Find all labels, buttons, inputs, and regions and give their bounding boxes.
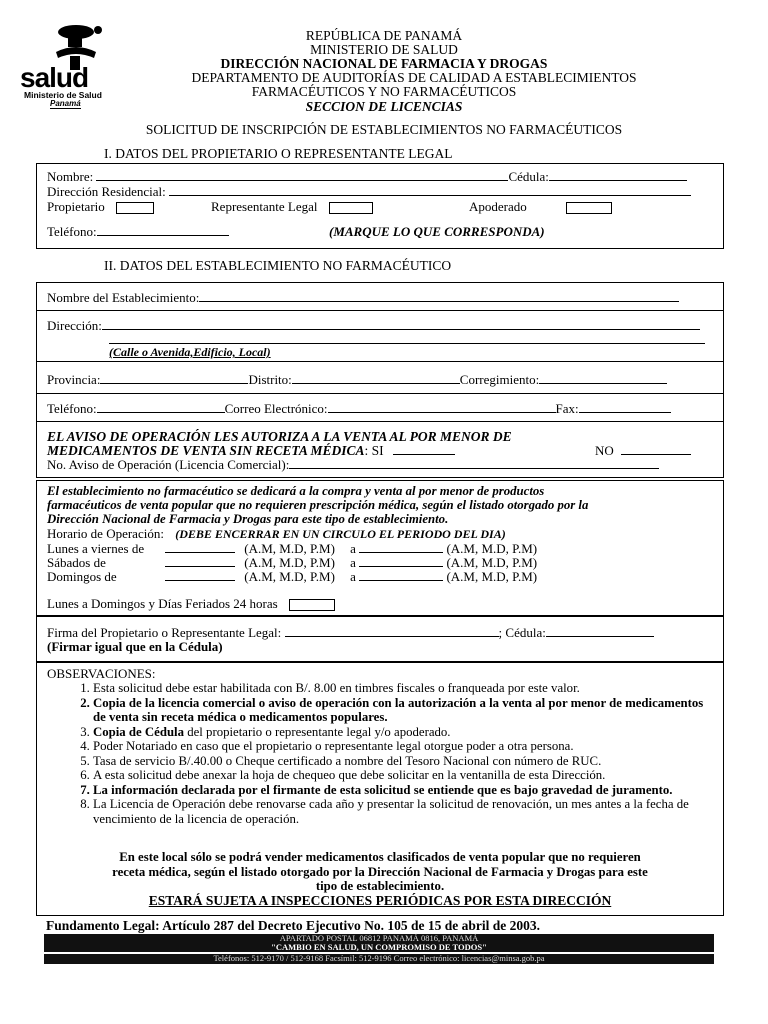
aviso-line2: MEDICAMENTOS DE VENTA SIN RECETA MÉDICA: [47, 443, 365, 458]
section1-box: [36, 163, 724, 249]
obs-item-3-rest: del propietario o representante legal y/o apoderado.: [184, 724, 451, 739]
logo-word: salud: [20, 62, 89, 93]
obs-item-3-bold: Copia de Cédula: [93, 724, 185, 739]
logo-line1: Ministerio de Salud: [24, 90, 102, 100]
propietario-label: Propietario: [47, 199, 105, 214]
apoderado-checkbox[interactable]: [566, 202, 612, 214]
firma-field[interactable]: [285, 636, 499, 637]
lunes-to-period[interactable]: (A.M, M.D, P.M): [446, 541, 538, 556]
domingos-from-period[interactable]: (A.M, M.D, P.M): [244, 569, 335, 584]
firma-cedula-field[interactable]: [546, 636, 654, 637]
telefono-label: Teléfono:: [47, 224, 97, 239]
obs-item-7: 7. La información declarada por el firmante de esta solicitud se entiende que es bajo gravedad de juramento.: [93, 783, 707, 798]
telefono-est-field[interactable]: [97, 412, 225, 413]
dedica-p1: El establecimiento no farmacéutico se dedicará a la compra y venta al por menor de productos: [47, 484, 545, 498]
fax-field[interactable]: [579, 412, 671, 413]
no-field[interactable]: [621, 454, 691, 455]
sabados-label: Sábados de: [47, 555, 106, 570]
notice-line2: receta médica, según el listado otorgado por la Dirección Nacional de Farmacia y Drogas para este: [112, 864, 648, 879]
direccion-label: Dirección:: [47, 318, 102, 333]
sabados-to-period[interactable]: (A.M, M.D, P.M): [446, 555, 538, 570]
inspections-notice: ESTARÁ SUJETA A INSPECCIONES PERIÓDICAS POR ESTA DIRECCIÓN: [148, 893, 612, 908]
footer-address: APARTADO POSTAL 06812 PANAMÁ 0816, PANAMÁ: [44, 934, 714, 943]
obs-item-6: 6. A esta solicitud debe anexar la hoja de chequeo que debe solicitar en la ventanilla de esta Dirección.: [93, 768, 707, 783]
distrito-field[interactable]: [292, 383, 460, 384]
fax-label: Fax:: [555, 401, 579, 416]
feriados-label: Lunes a Domingos y Días Feriados 24 horas: [47, 596, 278, 611]
correo-label: Correo Electrónico:: [224, 401, 328, 416]
aviso-line1: EL AVISO DE OPERACIÓN LES AUTORIZA A LA VENTA AL POR MENOR DE: [47, 429, 512, 444]
section2-box: [36, 282, 724, 478]
notice-line3: tipo de establecimiento.: [315, 879, 445, 893]
direccion-residencial-field[interactable]: [169, 195, 691, 196]
distrito-label: Distrito:: [248, 372, 292, 387]
obs-item-3: [93, 725, 707, 740]
nombre-establecimiento-field[interactable]: [199, 301, 679, 302]
header-direction: DIRECCIÓN NACIONAL DE FARMACIA Y DROGAS: [220, 56, 548, 71]
calle-hint: (Calle o Avenida,Edificio, Local): [109, 345, 271, 359]
signature-box: [36, 616, 724, 662]
telefono-est-label: Teléfono:: [47, 401, 97, 416]
corregimiento-field[interactable]: [539, 383, 667, 384]
no-aviso-label: No. Aviso de Operación (Licencia Comercial):: [47, 457, 290, 472]
sabados-from-period[interactable]: (A.M, M.D, P.M): [244, 555, 335, 570]
firmar-note: (Firmar igual que en la Cédula): [47, 639, 223, 654]
no-label: NO: [595, 443, 614, 458]
lunes-label: Lunes a viernes de: [47, 541, 145, 556]
domingos-from-field[interactable]: [165, 580, 235, 581]
section2-title: II. DATOS DEL ESTABLECIMIENTO NO FARMACÉUTICO: [104, 258, 452, 273]
logo-line2: Panamá: [50, 99, 81, 108]
obs-item-1: 1. Esta solicitud debe estar habilitada con B/. 8.00 en timbres fiscales o franqueada por este valor.: [93, 681, 707, 696]
dedica-p3: Dirección Nacional de Farmacia y Drogas para este tipo de establecimiento.: [47, 512, 449, 526]
section3-box: [36, 480, 724, 616]
firma-label: Firma del Propietario o Representante Legal:: [47, 625, 282, 640]
footer-slogan: "CAMBIO EN SALUD, UN COMPROMISO DE TODOS": [44, 943, 714, 952]
schedule-sunday: [47, 569, 537, 585]
corregimiento-label: Corregimiento:: [459, 372, 540, 387]
nombre-establecimiento-label: Nombre del Establecimiento:: [47, 290, 200, 305]
header-section: SECCION DE LICENCIAS: [305, 99, 463, 114]
lunes-to-field[interactable]: [359, 552, 443, 553]
obs-item-5: 5. Tasa de servicio B/.40.00 o Cheque certificado a nombre del Tesoro Nacional con número de RUC.: [93, 754, 707, 769]
representante-label: Representante Legal: [211, 199, 318, 214]
form-title: SOLICITUD DE INSCRIPCIÓN DE ESTABLECIMIENTOS NO FARMACÉUTICOS: [145, 122, 623, 137]
notice-line1: En este local sólo se podrá vender medicamentos clasificados de venta popular que no requieren: [119, 850, 641, 864]
obs-item-4: 4. Poder Notariado en caso que el propietario o representante legal otorgue poder a otra persona.: [93, 739, 707, 754]
domingos-label: Domingos de: [47, 569, 117, 584]
firma-cedula-label: ; Cédula:: [498, 625, 546, 640]
domingos-a: a: [350, 569, 356, 584]
sabados-a: a: [350, 555, 356, 570]
sabados-from-field[interactable]: [165, 566, 235, 567]
obs-item-8: 8. La Licencia de Operación debe renovarse cada año y presentar la solicitud de renovación, un mes antes a la fecha de vencimiento de la licencia de operación.: [93, 797, 707, 826]
feriados-checkbox[interactable]: [289, 599, 335, 611]
footer-contact: Teléfonos: 512-9170 / 512-9168 Facsímil: 512-9196 Correo electrónico: licencias@minsa.gob.pa: [44, 954, 714, 964]
observations-box: [36, 662, 724, 916]
no-aviso-field[interactable]: [289, 468, 659, 469]
telefono-field[interactable]: [97, 235, 229, 236]
cedula-field[interactable]: [549, 180, 687, 181]
observations-list: [47, 681, 707, 826]
si-label: : SI: [364, 443, 384, 458]
correo-field[interactable]: [328, 412, 556, 413]
lunes-from-period[interactable]: (A.M, M.D, P.M): [244, 541, 335, 556]
observaciones-title: OBSERVACIONES:: [47, 666, 156, 681]
encerrar-note: (DEBE ENCERRAR EN UN CIRCULO EL PERIODO DEL DIA): [175, 527, 506, 541]
header-republic: REPÚBLICA DE PANAMÁ: [305, 28, 463, 43]
nombre-field[interactable]: [96, 180, 508, 181]
domingos-to-field[interactable]: [359, 580, 443, 581]
domingos-to-period[interactable]: (A.M, M.D, P.M): [446, 569, 538, 584]
header-establishments: FARMACÉUTICOS Y NO FARMACÉUTICOS: [251, 84, 517, 99]
direccion-residencial-label: Dirección Residencial:: [47, 184, 166, 199]
propietario-checkbox[interactable]: [116, 202, 154, 214]
fundamento-legal: Fundamento Legal: Artículo 287 del Decreto Ejecutivo No. 105 de 15 de abril de 2003.: [46, 918, 540, 933]
provincia-label: Provincia:: [47, 372, 101, 387]
marque-note: (MARQUE LO QUE CORRESPONDA): [329, 224, 545, 239]
apoderado-label: Apoderado: [469, 199, 527, 214]
lunes-a: a: [350, 541, 356, 556]
si-field[interactable]: [393, 454, 455, 455]
section1-title: I. DATOS DEL PROPIETARIO O REPRESENTANTE LEGAL: [104, 146, 453, 161]
direccion-field[interactable]: [102, 329, 700, 330]
nombre-label: Nombre:: [47, 169, 94, 184]
sabados-to-field[interactable]: [359, 566, 443, 567]
dedica-p2: farmacéuticos de venta popular que no requieren prescripción médica, según el listado otorgado por la: [47, 498, 589, 512]
cedula-label: Cédula:: [508, 169, 549, 184]
lunes-from-field[interactable]: [165, 552, 235, 553]
obs-item-2: 2. Copia de la licencia comercial o aviso de operación con la autorización a la venta al por menor de medicamentos de venta sin receta médica o medicamentos populares.: [93, 696, 707, 725]
header-department: DEPARTAMENTO DE AUDITORÍAS DE CALIDAD A ESTABLECIMIENTOS: [191, 70, 637, 85]
representante-checkbox[interactable]: [329, 202, 373, 214]
header-ministry: MINISTERIO DE SALUD: [310, 42, 458, 57]
horario-label: Horario de Operación:: [47, 526, 164, 541]
provincia-field[interactable]: [100, 383, 248, 384]
